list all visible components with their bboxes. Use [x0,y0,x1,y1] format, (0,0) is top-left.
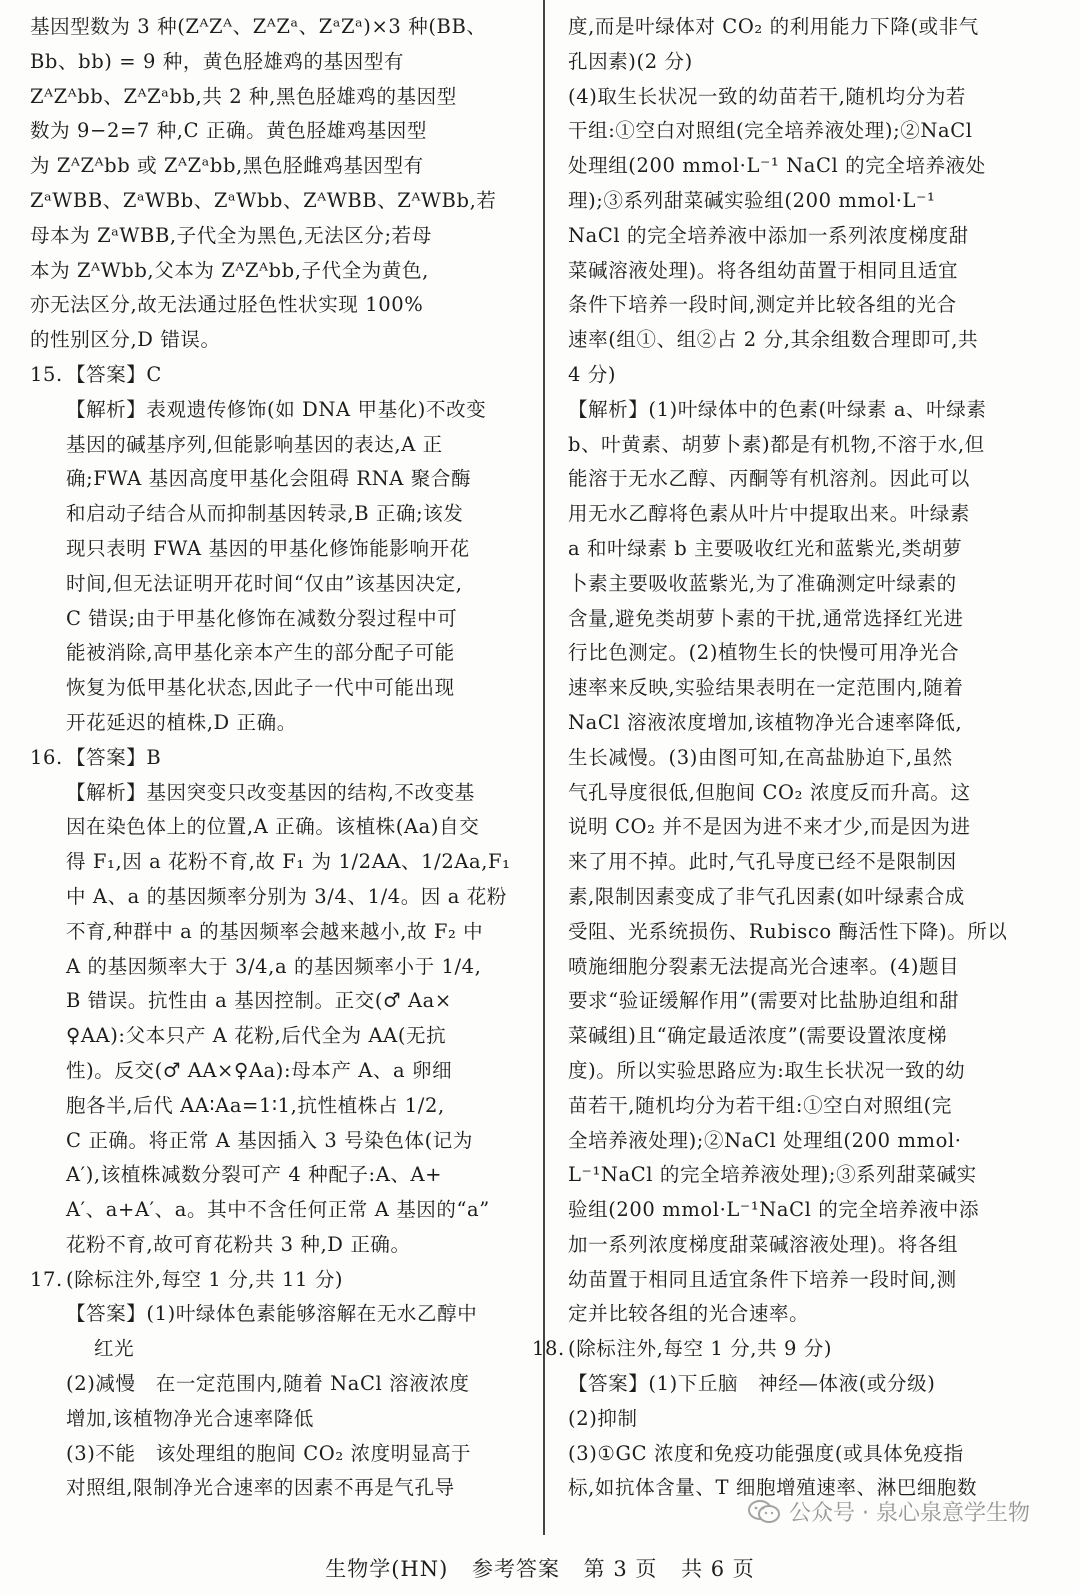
q17-answer-line: 对照组,限制净光合速率的因素不再是气孔导 [66,1476,455,1500]
q17-cont-line: 条件下培养一段时间,测定并比较各组的光合 [568,293,957,317]
q17-cont-line: 菜碱溶液处理)。将各组幼苗置于相同且适宜 [568,258,959,282]
q17-cont-line: 理);③系列甜菜碱实验组(200 mmol·L⁻¹ [568,188,936,212]
q17-cont-line: 处理组(200 mmol·L⁻¹ NaCl 的完全培养液处 [568,154,986,178]
q17-answer-line: (3)不能 该处理组的胞间 CO₂ 浓度明显高于 [66,1441,472,1465]
q17-answer-line: 增加,该植物净光合速率降低 [66,1406,314,1430]
q15-analysis-line: 恢复为低甲基化状态,因此子一代中可能出现 [66,676,455,700]
q15-analysis-line: 和启动子结合从而抑制基因转录,B 正确;该发 [66,502,464,526]
q17-analysis-line: 生长减慢。(3)由图可知,在高盐胁迫下,虽然 [568,745,953,769]
text-line: ZᴬZᴬbb、ZᴬZᵃbb,共 2 种,黑色胫雄鸡的基因型 [30,84,457,108]
q17-cont-line: 4 分) [568,362,617,386]
q17-cont-line: 孔因素)(2 分) [568,49,693,73]
q16-analysis-line: B 错误。抗性由 a 基因控制。正交(♂ Aa× [66,989,452,1013]
q17-header: (除标注外,每空 1 分,共 11 分) [66,1267,344,1291]
q16-analysis-line: 中 A、a 的基因频率分别为 3/4、1/4。因 a 花粉 [66,884,507,908]
q15-analysis-line: 时间,但无法证明开花时间“仅由”该基因决定, [66,571,463,595]
q16-analysis-line: A′、a+A′、a。其中不含任何正常 A 基因的“a” [66,1198,490,1222]
footer-subject: 生物学(HN) [325,1557,449,1581]
footer-page-number: 第 3 页 [583,1557,658,1581]
q18-number: 18. [532,1337,565,1361]
q17-cont-line: NaCl 的完全培养液中添加一系列浓度梯度甜 [568,223,969,247]
q17-analysis-line: 受阻、光系统损伤、Rubisco 酶活性下降)。所以 [568,919,1008,943]
q17-analysis-line: 能溶于无水乙醇、丙酮等有机溶剂。因此可以 [568,467,971,491]
q16-answer-line [30,741,520,776]
q15-analysis-line: 开花延迟的植株,D 正确。 [66,710,297,734]
q17-analysis-line: 素,限制因素变成了非气孔因素(如叶绿素合成 [568,884,965,908]
right-column [532,10,1054,1506]
q15-answer: 【答案】C [66,362,162,386]
q17-analysis-line: a 和叶绿素 b 主要吸收红光和蓝紫光,类胡萝 [568,536,963,560]
text-line: 基因型数为 3 种(ZᴬZᴬ、ZᴬZᵃ、ZᵃZᵃ)×3 种(BB、 [30,15,487,38]
q16-answer: 【答案】B [66,745,162,769]
q18-answer-line: 标,如抗体含量、T 细胞增殖速率、淋巴细胞数 [568,1476,978,1500]
q17-cont-line: 速率(组①、组②占 2 分,其余组数合理即可,共 [568,328,979,352]
q17-analysis-line: 加一系列浓度梯度甜菜碱溶液处理)。将各组 [568,1232,959,1256]
watermark-text: 公众号 · 泉心泉意学生物 [789,1501,1030,1526]
q18-answer-line: 【答案】(1)下丘脑 神经—体液(或分级) [568,1372,936,1396]
q17-analysis-line: 行比色测定。(2)植物生长的快慢可用净光合 [568,641,960,665]
q17-analysis-line: 度)。所以实验思路应为:取生长状况一致的幼 [568,1058,966,1082]
watermark [747,1496,1030,1527]
q18-header: (除标注外,每空 1 分,共 9 分) [568,1337,833,1361]
q17-analysis-line: 幼苗置于相同且适宜条件下培养一段时间,测 [568,1267,957,1291]
footer-doc-title: 参考答案 [471,1557,560,1581]
q17-cont-line: (4)取生长状况一致的幼苗若干,随机均分为若 [568,84,967,108]
q15-analysis-line: 确;FWA 基因高度甲基化会阻碍 RNA 聚合酶 [66,467,472,491]
q17-analysis-line: 苗若干,随机均分为若干组:①空白对照组(完 [568,1093,952,1117]
q17-analysis-line: 含量,避免类胡萝卜素的干扰,通常选择红光进 [568,606,964,630]
q16-analysis-line: C 正确。将正常 A 基因插入 3 号染色体(记为 [66,1128,474,1152]
q16-analysis-line: 花粉不育,故可育花粉共 3 种,D 正确。 [66,1232,411,1256]
q15-number: 15. [30,362,63,386]
q16-analysis-line: A 的基因频率大于 3/4,a 的基因频率小于 1/4, [66,954,482,978]
q17-answer-line: (2)减慢 在一定范围内,随着 NaCl 溶液浓度 [66,1372,470,1396]
q16-analysis-line: 不育,种群中 a 的基因频率会越来越小,故 F₂ 中 [66,919,484,943]
text-line: ZᵃWBB、ZᵃWBb、ZᵃWbb、ZᴬWBB、ZᴬWBb,若 [30,188,497,212]
text-line: 母本为 ZᵃWBB,子代全为黑色,无法区分;若母 [30,223,432,247]
q15-analysis-line: 【解析】表观遗传修饰(如 DNA 甲基化)不改变 [66,397,487,421]
q18-header-line [532,1332,1054,1367]
q18-answer-line: (2)抑制 [568,1406,638,1430]
q16-analysis-line: A′),该植株减数分裂可产 4 种配子:A、A+ [66,1163,443,1187]
q17-analysis-line: 菜碱组)且“确定最适浓度”(需要设置浓度梯 [568,1024,948,1048]
q17-analysis-line: L⁻¹NaCl 的完全培养液处理);③系列甜菜碱实 [568,1163,977,1187]
footer-total-pages: 共 6 页 [681,1557,755,1581]
text-line: 亦无法区分,故无法通过胫色性状实现 100% [30,293,424,317]
text-line: 数为 9−2=7 种,C 正确。黄色胫雄鸡基因型 [30,119,428,143]
text-line: 为 ZᴬZᴬbb 或 ZᴬZᵃbb,黑色胫雌鸡基因型有 [30,154,424,178]
q17-cont-line: 干组:①空白对照组(完全培养液处理);②NaCl [568,119,973,143]
q16-analysis-line: 性)。反交(♂ AA×♀Aa):母本产 A、a 卵细 [66,1058,453,1082]
q16-number: 16. [30,745,63,769]
text-line: 本为 ZᴬWbb,父本为 ZᴬZᴬbb,子代全为黄色, [30,258,429,282]
column-divider [543,0,545,1535]
text-line: 的性别区分,D 错误。 [30,328,221,352]
q17-analysis-line: 用无水乙醇将色素从叶片中提取出来。叶绿素 [568,502,971,526]
q17-analysis-line: 定并比较各组的光合速率。 [568,1302,810,1326]
q17-analysis-line: 来了用不掉。此时,气孔导度已经不是限制因 [568,850,957,874]
q15-answer-line [30,358,520,393]
q15-analysis-line: 现只表明 FWA 基因的甲基化修饰能影响开花 [66,536,470,560]
q17-analysis-line: 喷施细胞分裂素无法提高光合速率。(4)题目 [568,954,960,978]
q17-header-line [30,1263,520,1298]
q15-analysis-line: C 错误;由于甲基化修饰在减数分裂过程中可 [66,606,458,630]
q17-analysis-line: 说明 CO₂ 并不是因为进不来才少,而是因为进 [568,815,971,839]
q17-analysis-line: 验组(200 mmol·L⁻¹NaCl 的完全培养液中添 [568,1198,980,1222]
q17-analysis-line: 要求“验证缓解作用”(需要对比盐胁迫组和甜 [568,989,960,1013]
q16-analysis-line: 得 F₁,因 a 花粉不育,故 F₁ 为 1/2AA、1/2Aa,F₁ [66,850,511,874]
q16-analysis-line: ♀AA):父本只产 A 花粉,后代全为 AA(无抗 [66,1024,447,1048]
q18-answer-line: (3)①GC 浓度和免疫功能强度(或具体免疫指 [568,1441,964,1465]
q15-analysis-line: 基因的碱基序列,但能影响基因的表达,A 正 [66,432,443,456]
q17-analysis-line: b、叶黄素、胡萝卜素)都是有机物,不溶于水,但 [568,432,985,456]
q17-answer-line: 【答案】(1)叶绿体色素能够溶解在无水乙醇中 [66,1302,478,1326]
q17-analysis-line: 气孔导度很低,但胞间 CO₂ 浓度反而升高。这 [568,780,971,804]
q17-answer-line: 红光 [94,1337,135,1361]
q16-analysis-line: 因在染色体上的位置,A 正确。该植株(Aa)自交 [66,815,480,839]
q15-analysis-line: 能被消除,高甲基化亲本产生的部分配子可能 [66,641,455,665]
q16-analysis-line: 胞各半,后代 AA∶Aa=1∶1,抗性植株占 1/2, [66,1093,445,1117]
q17-analysis-line: 卜素主要吸收蓝紫光,为了准确测定叶绿素的 [568,571,957,595]
wechat-icon [747,1499,781,1525]
q17-analysis-line: 【解析】(1)叶绿体中的色素(叶绿素 a、叶绿素 [568,397,987,421]
page-footer [0,1553,1080,1583]
q17-cont-line: 度,而是叶绿体对 CO₂ 的利用能力下降(或非气 [568,15,979,38]
q16-analysis-line: 【解析】基因突变只改变基因的结构,不改变基 [66,780,475,804]
left-column [30,10,520,1506]
q17-analysis-line: 全培养液处理);②NaCl 处理组(200 mmol· [568,1128,962,1152]
q17-number: 17. [30,1267,63,1291]
text-line: Bb、bb) = 9 种，黄色胫雄鸡的基因型有 [30,49,405,73]
q17-analysis-line: 速率来反映,实验结果表明在一定范围内,随着 [568,676,964,700]
q17-analysis-line: NaCl 溶液浓度增加,该植物净光合速率降低, [568,710,963,734]
